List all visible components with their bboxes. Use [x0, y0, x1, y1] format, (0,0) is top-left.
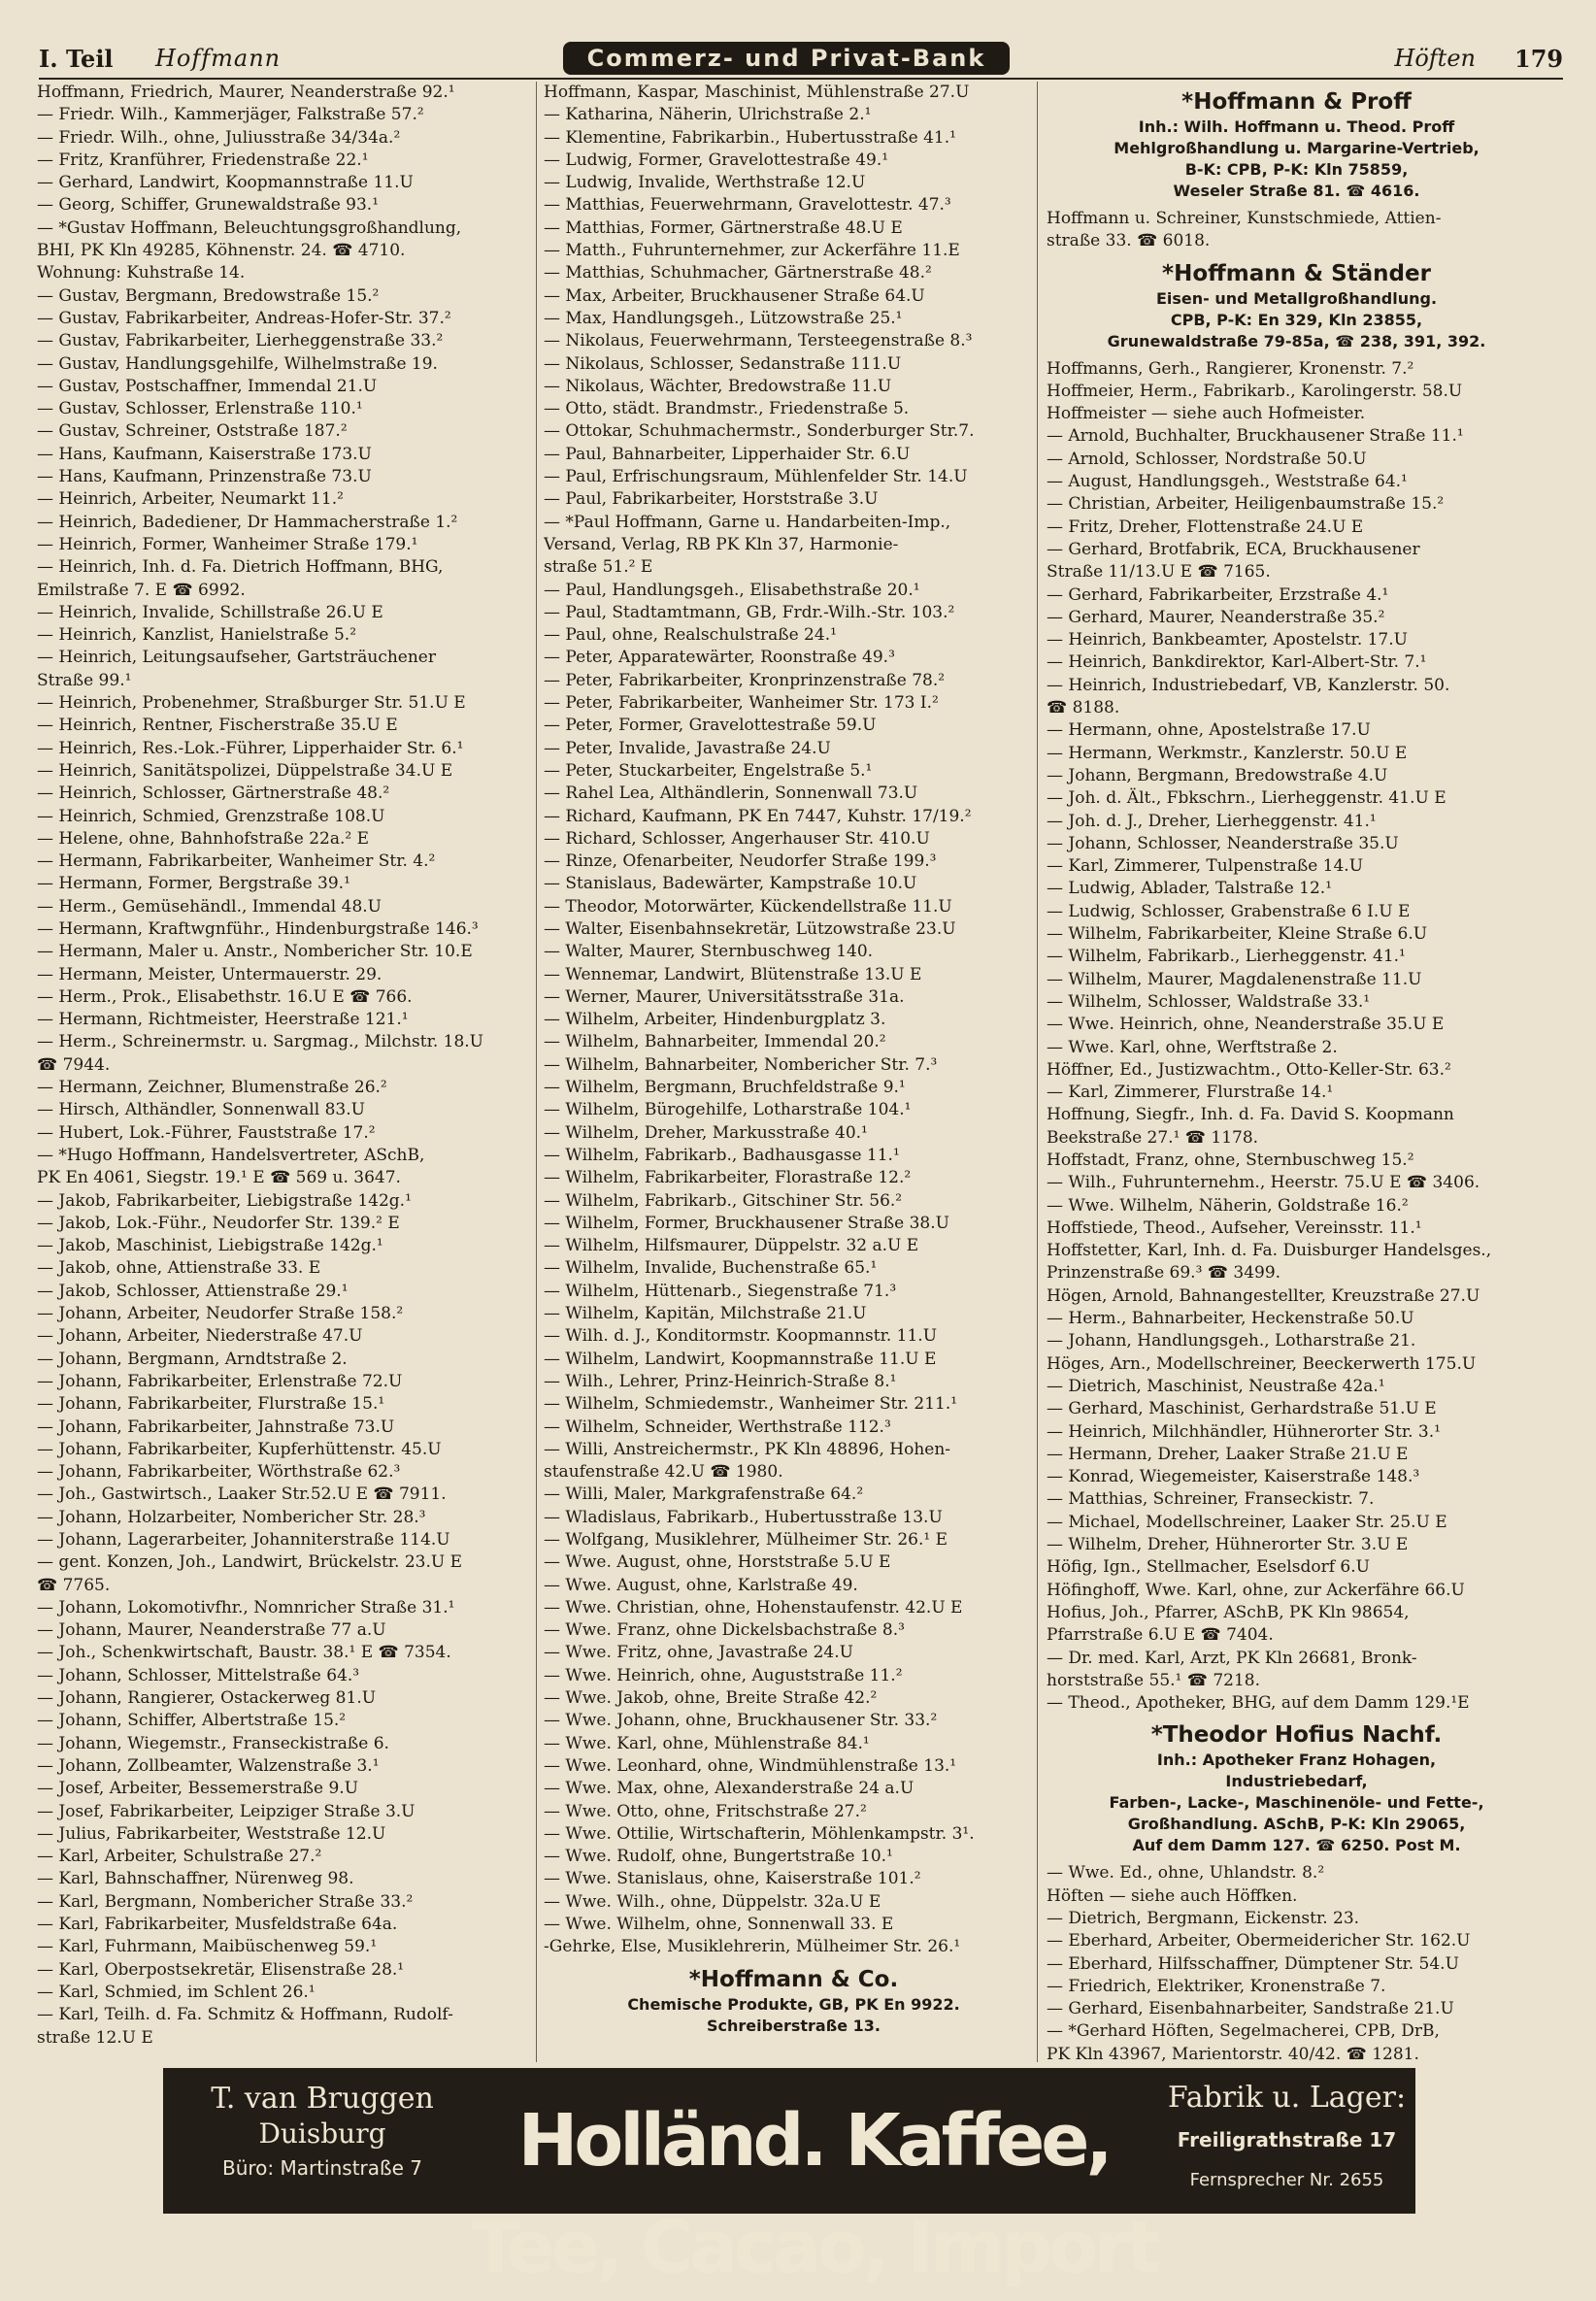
directory-entry: staufenstraße 42.U ☎ 1980.	[544, 1462, 783, 1483]
firm-title: *Theodor Hofius Nachf.	[1150, 1722, 1443, 1749]
directory-entry: — Gerhard, Maurer, Neanderstraße 35.²	[1047, 607, 1385, 627]
entry-list	[1047, 1862, 1546, 2062]
directory-entry: — Julius, Fabrikarbeiter, Weststraße 12.U	[37, 1823, 386, 1844]
firm-line: Inh.: Wilh. Hoffmann u. Theod. Proff	[1138, 117, 1455, 136]
directory-entry: Hoffmann u. Schreiner, Kunstschmiede, Attien-	[1047, 209, 1442, 228]
directory-entry: — Jakob, ohne, Attienstraße 33. E	[37, 1258, 321, 1279]
ad-slogan: Holländ. Kaffee, Tee, Cacao, Import	[471, 2099, 1156, 2289]
directory-entry: — Johann, Holzarbeiter, Nombericher Str. 28.³	[37, 1507, 426, 1527]
directory-entry: — August, Handlungsgeh., Weststraße 64.¹	[1047, 472, 1408, 492]
directory-entry: — Johann, Lagerarbeiter, Johanniterstraße 114.U	[37, 1530, 450, 1550]
directory-entry: — Max, Arbeiter, Bruckhausener Straße 64.U	[544, 285, 925, 306]
directory-entry: — Karl, Schmied, im Schlent 26.¹	[37, 1982, 316, 2002]
directory-entry: — Hermann, Richtmeister, Heerstraße 121.¹	[37, 1010, 409, 1030]
directory-entry: Wohnung: Kuhstraße 14.	[37, 263, 246, 283]
directory-entry: — Wilhelm, Bahnarbeiter, Immendal 20.²	[544, 1032, 886, 1052]
directory-entry: — Ludwig, Schlosser, Grabenstraße 6 I.U E	[1047, 901, 1411, 921]
directory-entry: — Karl, Bergmann, Nombericher Straße 33.²	[37, 1891, 414, 1912]
firm-title: *Hoffmann & Co.	[688, 1966, 899, 1992]
firm-line: Mehlgroßhandlung u. Margarine-Vertrieb,	[1114, 139, 1480, 157]
directory-entry: ☎ 7765.	[37, 1575, 111, 1595]
directory-entry: — Herm., Prok., Elisabethstr. 16.U E ☎ 766.	[37, 986, 413, 1007]
directory-entry: — Wwe. Christian, ohne, Hohenstaufenstr. 42.U E	[544, 1597, 963, 1617]
directory-entry: — Wilhelm, Hilfsmaurer, Düppelstr. 32 a.U E	[544, 1236, 919, 1256]
directory-entry: Hoffmann, Kaspar, Maschinist, Mühlenstraße 27.U	[544, 83, 970, 102]
firm-line: B-K: CPB, P-K: Kln 75859,	[1184, 160, 1409, 179]
directory-entry: — Karl, Teilh. d. Fa. Schmitz & Hoffmann, Rudolf-	[37, 2005, 453, 2025]
entry-list	[544, 82, 1044, 1959]
directory-entry: — Wwe. Karl, ohne, Werftstraße 2.	[1047, 1037, 1338, 1057]
directory-entry: — *Hugo Hoffmann, Handelsvertreter, ASchB,	[37, 1145, 425, 1165]
header-range: Höften	[1394, 45, 1476, 72]
directory-entry: — Wilh., Lehrer, Prinz-Heinrich-Straße 8.¹	[544, 1371, 897, 1391]
directory-entry: — Heinrich, Invalide, Schillstraße 26.U E	[37, 602, 383, 622]
directory-entry: — Wilhelm, Schlosser, Waldstraße 33.¹	[1047, 991, 1371, 1012]
directory-entry: — Arnold, Schlosser, Nordstraße 50.U	[1047, 449, 1367, 469]
directory-entry: — Johann, Arbeiter, Niederstraße 47.U	[37, 1326, 363, 1347]
directory-entry: — Wwe. August, ohne, Horststraße 5.U E	[544, 1552, 891, 1573]
directory-entry: — Johann, Fabrikarbeiter, Wörthstraße 62.³	[37, 1462, 401, 1483]
directory-entry: — Karl, Arbeiter, Schulstraße 27.²	[37, 1847, 322, 1867]
directory-entry: — Johann, Fabrikarbeiter, Erlenstraße 72.U	[37, 1371, 403, 1391]
advertisement-banner	[163, 2068, 1415, 2289]
directory-entry: — Gustav, Bergmann, Bredowstraße 15.²	[37, 285, 380, 306]
directory-entry: — Paul, Bahnarbeiter, Lipperhaider Str. 6.U	[544, 444, 911, 464]
directory-entry: PK Kln 43967, Marientorstr. 40/42. ☎ 1281.	[1047, 2044, 1419, 2062]
directory-entry: — Gerhard, Brotfabrik, ECA, Bruckhausener	[1047, 539, 1420, 559]
directory-entry: — Matthias, Schuhmacher, Gärtnerstraße 48.²	[544, 263, 932, 283]
directory-entry: — Karl, Zimmerer, Flurstraße 14.¹	[1047, 1083, 1334, 1103]
directory-entry: — Johann, Maurer, Neanderstraße 77 a.U	[37, 1620, 386, 1641]
directory-entry: — Joh. d. J., Dreher, Lierheggenstr. 41.¹	[1047, 811, 1377, 831]
firm-line: Grunewaldstraße 79-85a, ☎ 238, 391, 392.	[1107, 331, 1486, 350]
directory-entry: — Matthias, Feuerwehrmann, Gravelottestr. 47.³	[544, 195, 951, 216]
directory-entry: — Peter, Fabrikarbeiter, Kronprinzenstraße 78.²	[544, 670, 946, 690]
directory-entry: — Heinrich, Probenehmer, Straßburger Str. 51.U E	[37, 693, 466, 714]
directory-entry: — Wilhelm, Fabrikarbeiter, Kleine Straße 6.U	[1047, 924, 1428, 945]
directory-entry: — Heinrich, Inh. d. Fa. Dietrich Hoffmann, BHG,	[37, 557, 444, 578]
directory-entry: Hoffstetter, Karl, Inh. d. Fa. Duisburger Handelsges.,	[1047, 1241, 1492, 1261]
firm-title: *Hoffmann & Ständer	[1162, 260, 1431, 286]
directory-entry: — Otto, städt. Brandmstr., Friedenstraße 5.	[544, 399, 910, 419]
directory-entry: — Wwe. Franz, ohne Dickelsbachstraße 8.³	[544, 1620, 905, 1641]
directory-entry: — Wwe. Johann, ohne, Bruckhausener Str. 33.²	[544, 1711, 938, 1731]
directory-entry: — Gustav, Schreiner, Oststraße 187.²	[37, 421, 348, 442]
entry-list	[1047, 358, 1546, 1716]
firm-ad-theodor-hofius	[1047, 1720, 1546, 1856]
directory-entry: — Heinrich, Bankbeamter, Apostelstr. 17.U	[1047, 630, 1408, 650]
directory-entry: — Hermann, Kraftwgnführ., Hindenburgstraße 146.³	[37, 918, 479, 939]
directory-entry: — Jakob, Fabrikarbeiter, Liebigstraße 142g.¹	[37, 1190, 412, 1211]
firm-line: Weseler Straße 81. ☎ 4616.	[1173, 182, 1420, 200]
directory-entry: — Rinze, Ofenarbeiter, Neudorfer Straße 199.³	[544, 851, 937, 872]
ad-firm-block	[177, 2082, 468, 2184]
directory-entry: — Eberhard, Hilfsschaffner, Dümptener Str. 54.U	[1047, 1953, 1459, 1974]
directory-entry: — Karl, Fuhrmann, Maibüschenweg 59.¹	[37, 1937, 378, 1957]
directory-entry: — Georg, Schiffer, Grunewaldstraße 93.¹	[37, 195, 380, 216]
directory-entry: — Karl, Zimmerer, Tulpenstraße 14.U	[1047, 856, 1364, 877]
directory-entry: -Gehrke, Else, Musiklehrerin, Mülheimer Str. 26.¹	[544, 1937, 961, 1957]
directory-entry: — Wwe. Heinrich, ohne, Auguststraße 11.²	[544, 1665, 903, 1685]
directory-entry: — Wwe. Wilh., ohne, Düppelstr. 32a.U E	[544, 1891, 881, 1912]
directory-entry: Hoffmann, Friedrich, Maurer, Neanderstraße 92.¹	[37, 83, 455, 102]
directory-entry: — Wwe. Ed., ohne, Uhlandstr. 8.²	[1047, 1863, 1325, 1884]
directory-entry: — Peter, Former, Gravelottestraße 59.U	[544, 716, 877, 736]
directory-entry: Prinzenstraße 69.³ ☎ 3499.	[1047, 1263, 1281, 1284]
directory-entry: — Heinrich, Kanzlist, Hanielstraße 5.²	[37, 625, 357, 646]
directory-entry: ☎ 7944.	[37, 1054, 111, 1075]
directory-entry: straße 51.² E	[544, 557, 653, 578]
directory-entry: Straße 11/13.U E ☎ 7165.	[1047, 562, 1271, 583]
directory-entry: — Friedr. Wilh., Kammerjäger, Falkstraße 57.²	[37, 105, 424, 125]
directory-entry: — Walter, Maurer, Sternbuschweg 140.	[544, 942, 874, 962]
directory-entry: — Matthias, Former, Gärtnerstraße 48.U E	[544, 217, 903, 238]
directory-entry: Hoffmeister — siehe auch Hofmeister.	[1047, 404, 1366, 424]
directory-entry: — Wilhelm, Kapitän, Milchstraße 21.U	[544, 1304, 867, 1324]
directory-entry: Hoffstiede, Theod., Aufseher, Vereinsstr. 11.¹	[1047, 1217, 1422, 1238]
firm-ad-hoffmann-proff	[1047, 87, 1546, 202]
directory-entry: — Hermann, Maler u. Anstr., Nombericher Str. 10.E	[37, 942, 473, 962]
firm-line: Farben-, Lacke-, Maschinenöle- und Fette-,	[1109, 1793, 1484, 1813]
directory-entry: — Hirsch, Althändler, Sonnenwall 83.U	[37, 1100, 365, 1120]
directory-entry: — Wilhelm, Fabrikarb., Lierheggenstr. 41.¹	[1047, 947, 1406, 967]
directory-entry: Beekstraße 27.¹ ☎ 1178.	[1047, 1127, 1259, 1148]
directory-entry: — Matth., Fuhrunternehmer, zur Ackerfähre 11.E	[544, 241, 960, 261]
directory-entry: — Ludwig, Former, Gravelottestraße 49.¹	[544, 150, 889, 170]
directory-entry: — Wilh. d. J., Konditormstr. Koopmannstr. 11.U	[544, 1326, 938, 1347]
column-1	[37, 82, 537, 2062]
directory-entry: — Heinrich, Rentner, Fischerstraße 35.U E	[37, 716, 398, 736]
directory-entry: — Wilhelm, Schmiedemstr., Wanheimer Str. 211.¹	[544, 1394, 958, 1415]
directory-entry: — Johann, Schlosser, Neanderstraße 35.U	[1047, 833, 1399, 853]
directory-entry: — Wilhelm, Schneider, Werthstraße 112.³	[544, 1417, 891, 1437]
directory-entry: — Heinrich, Sanitätspolizei, Düppelstraße 34.U E	[37, 760, 453, 781]
directory-entry: — Jakob, Maschinist, Liebigstraße 142g.¹	[37, 1236, 383, 1256]
directory-entry: — Paul, Stadtamtmann, GB, Frdr.-Wilh.-Str. 103.²	[544, 602, 955, 622]
directory-entry: — Christian, Arbeiter, Heiligenbaumstraße 15.²	[1047, 494, 1445, 515]
directory-entry: — Wwe. Rudolf, ohne, Bungertstraße 10.¹	[544, 1847, 893, 1867]
directory-entry: — Heinrich, Leitungsaufseher, Gartsträuchener	[37, 648, 436, 668]
column-3	[1047, 82, 1546, 2062]
directory-entry: — Gerhard, Landwirt, Koopmannstraße 11.U	[37, 173, 414, 193]
directory-entry: — Johann, Bergmann, Arndtstraße 2.	[37, 1349, 348, 1369]
directory-entry: — *Gustav Hoffmann, Beleuchtungsgroßhandlung,	[37, 217, 462, 238]
directory-entry: — Ludwig, Ablader, Talstraße 12.¹	[1047, 879, 1333, 899]
directory-entry: — Max, Handlungsgeh., Lützowstraße 25.¹	[544, 308, 903, 328]
directory-entry: — Hermann, ohne, Apostelstraße 17.U	[1047, 720, 1371, 741]
firm-line: Großhandlung. ASchB, P-K: Kln 29065,	[1127, 1815, 1466, 1834]
directory-entry: Straße 99.¹	[37, 670, 132, 690]
directory-entry: — Willi, Maler, Markgrafenstraße 64.²	[544, 1484, 864, 1505]
directory-entry: — Richard, Schlosser, Angerhauser Str. 410.U	[544, 828, 930, 849]
directory-entry: — Wwe. Jakob, ohne, Breite Straße 42.²	[544, 1688, 878, 1709]
directory-entry: — Ludwig, Invalide, Werthstraße 12.U	[544, 173, 866, 193]
directory-entry: — Paul, Handlungsgeh., Elisabethstraße 20.¹	[544, 580, 920, 600]
directory-entry: — Wwe. Fritz, ohne, Javastraße 24.U	[544, 1643, 853, 1663]
directory-entry: Hoffnung, Siegfr., Inh. d. Fa. David S. Koopmann	[1047, 1105, 1454, 1125]
directory-entry: — Helene, ohne, Bahnhofstraße 22a.² E	[37, 828, 370, 849]
directory-entry: — Joh. d. Ält., Fbkschrn., Lierheggenstr. 41.U E	[1047, 788, 1446, 809]
directory-entry: — Wilhelm, Dreher, Markusstraße 40.¹	[544, 1122, 868, 1143]
directory-entry: Höften — siehe auch Höffken.	[1047, 1885, 1298, 1906]
directory-entry: — Wilhelm, Bergmann, Bruchfeldstraße 9.¹	[544, 1078, 906, 1098]
directory-entry: — Dietrich, Bergmann, Eickenstr. 23.	[1047, 1909, 1360, 1928]
directory-entry: horststraße 55.¹ ☎ 7218.	[1047, 1670, 1261, 1690]
directory-entry: — Wennemar, Landwirt, Blütenstraße 13.U E	[544, 964, 922, 984]
directory-entry: — Herm., Schreinermstr. u. Sargmag., Milchstr. 18.U	[37, 1032, 483, 1052]
directory-entry: — Johann, Bergmann, Bredowstraße 4.U	[1047, 765, 1388, 785]
directory-entry: — Wwe. Karl, ohne, Mühlenstraße 84.¹	[544, 1733, 870, 1753]
directory-entry: — Paul, Fabrikarbeiter, Horststraße 3.U	[544, 489, 879, 510]
header-rule	[39, 78, 1563, 80]
directory-entry: — *Paul Hoffmann, Garne u. Handarbeiten-Imp.,	[544, 512, 951, 532]
directory-entry: Pfarrstraße 6.U E ☎ 7404.	[1047, 1625, 1274, 1646]
directory-entry: — Wilhelm, Dreher, Hühnerorter Str. 3.U E	[1047, 1535, 1409, 1555]
directory-entry: — Wwe. Max, ohne, Alexanderstraße 24 a.U	[544, 1779, 914, 1799]
directory-entry: — Wilhelm, Fabrikarb., Gitschiner Str. 56.²	[544, 1190, 903, 1211]
directory-entry: — Theod., Apotheker, BHG, auf dem Damm 129.¹E	[1047, 1693, 1470, 1714]
directory-entry: — Richard, Kaufmann, PK En 7447, Kuhstr. 17/19.²	[544, 806, 972, 826]
directory-entry: — Klementine, Fabrikarbin., Hubertusstraße 41.¹	[544, 127, 956, 148]
directory-entry: — Gerhard, Maschinist, Gerhardstraße 51.U E	[1047, 1399, 1437, 1419]
directory-entry: — Hermann, Zeichner, Blumenstraße 26.²	[37, 1078, 387, 1098]
directory-entry: — Fritz, Dreher, Flottenstraße 24.U E	[1047, 517, 1364, 537]
directory-entry: Emilstraße 7. E ☎ 6992.	[37, 580, 246, 600]
directory-entry: Versand, Verlag, RB PK Kln 37, Harmonie-	[544, 534, 899, 554]
directory-entry: — Hermann, Werkmstr., Kanzlerstr. 50.U E	[1047, 743, 1408, 763]
directory-entry: — Johann, Zollbeamter, Walzenstraße 3.¹	[37, 1755, 380, 1776]
page-number: 179	[1514, 44, 1564, 73]
ad-office: Büro: Martinstraße 7	[221, 2156, 423, 2180]
directory-entry: — Heinrich, Badediener, Dr Hammacherstraße 1.²	[37, 512, 458, 532]
directory-entry: — Heinrich, Schlosser, Gärtnerstraße 48.²	[37, 784, 390, 804]
directory-entry: — Eberhard, Arbeiter, Obermeidericher Str. 162.U	[1047, 1931, 1471, 1951]
directory-entry: — Wolfgang, Musiklehrer, Mülheimer Str. 26.¹ E	[544, 1530, 948, 1550]
directory-entry: — Karl, Fabrikarbeiter, Musfeldstraße 64a.	[37, 1915, 398, 1935]
directory-entry: — Wwe. Otto, ohne, Fritschstraße 27.²	[544, 1801, 867, 1821]
directory-entry: — Konrad, Wiegemeister, Kaiserstraße 148.³	[1047, 1467, 1420, 1487]
directory-entry: — Wwe. Heinrich, ohne, Neanderstraße 35.U E	[1047, 1015, 1445, 1035]
directory-entry: — Wilh., Fuhrunternehm., Heerstr. 75.U E ☎ 3406.	[1047, 1173, 1480, 1193]
directory-entry: — Gerhard, Fabrikarbeiter, Erzstraße 4.¹	[1047, 584, 1389, 605]
firm-line: Schreiberstraße 13.	[707, 2016, 881, 2035]
directory-entry: — Wilhelm, Landwirt, Koopmannstraße 11.U E	[544, 1349, 937, 1369]
directory-entry: — Wwe. Ottilie, Wirtschafterin, Möhlenkampstr. 3¹.	[544, 1823, 975, 1844]
directory-entry: — Karl, Oberpostsekretär, Elisenstraße 28.¹	[37, 1959, 405, 1980]
directory-entry: — Jakob, Schlosser, Attienstraße 29.¹	[37, 1281, 349, 1301]
directory-entry: — Nikolaus, Feuerwehrmann, Tersteegenstraße 8.³	[544, 331, 973, 351]
directory-entry: — Johann, Fabrikarbeiter, Flurstraße 15.¹	[37, 1394, 385, 1415]
directory-entry: — Hermann, Former, Bergstraße 39.¹	[37, 874, 350, 894]
directory-entry: — Wilhelm, Fabrikarb., Badhausgasse 11.¹	[544, 1145, 900, 1165]
directory-entry: — Heinrich, Industriebedarf, VB, Kanzlerstr. 50.	[1047, 675, 1450, 695]
directory-entry: — Michael, Modellschreiner, Laaker Str. 25.U E	[1047, 1512, 1447, 1532]
volume-label: I. Teil	[39, 44, 114, 73]
directory-entry: — Gustav, Fabrikarbeiter, Andreas-Hofer-Str. 37.²	[37, 308, 451, 328]
directory-entry: — Johann, Wiegemstr., Franseckistraße 6.	[37, 1733, 389, 1753]
firm-line: CPB, P-K: En 329, Kln 23855,	[1170, 310, 1423, 329]
directory-entry: Höges, Arn., Modellschreiner, Beeckerwerth 175.U	[1047, 1353, 1477, 1374]
ad-phone: Fernsprecher Nr. 2655	[1189, 2170, 1384, 2190]
directory-entry: — Peter, Invalide, Javastraße 24.U	[544, 738, 831, 758]
directory-entry: straße 33. ☎ 6018.	[1047, 231, 1211, 251]
directory-entry: — Peter, Fabrikarbeiter, Wanheimer Str. 173 I.²	[544, 693, 939, 714]
directory-entry: — Heinrich, Schmied, Grenzstraße 108.U	[37, 806, 385, 826]
ad-street: Freiligrathstraße 17	[1177, 2128, 1397, 2151]
firm-title: *Hoffmann & Proff	[1181, 89, 1412, 115]
directory-entry: — Paul, ohne, Realschulstraße 24.¹	[544, 625, 837, 646]
directory-entry: Hoffmanns, Gerh., Rangierer, Kronenstr. 7.²	[1047, 358, 1414, 379]
directory-entry: Hofius, Joh., Pfarrer, ASchB, PK Kln 98654,	[1047, 1602, 1410, 1622]
directory-entry: — Wwe. Wilhelm, ohne, Sonnenwall 33. E	[544, 1915, 894, 1935]
directory-entry: — Heinrich, Res.-Lok.-Führer, Lipperhaider Str. 6.¹	[37, 738, 464, 758]
directory-entry: — Dietrich, Maschinist, Neustraße 42a.¹	[1047, 1376, 1385, 1396]
directory-entry: — Wwe. Stanislaus, ohne, Kaiserstraße 101.²	[544, 1869, 921, 1889]
directory-entry: — Heinrich, Former, Wanheimer Straße 179.¹	[37, 534, 418, 554]
firm-ad-hoffmann-co	[544, 1965, 1044, 2037]
directory-entry: Höfig, Ign., Stellmacher, Eselsdorf 6.U	[1047, 1557, 1370, 1578]
directory-entry: — Arnold, Buchhalter, Bruckhausener Straße 11.¹	[1047, 426, 1464, 447]
directory-entry: — Gerhard, Eisenbahnarbeiter, Sandstraße 21.U	[1047, 1999, 1454, 2019]
directory-entry: — Wilhelm, Invalide, Buchenstraße 65.¹	[544, 1258, 878, 1279]
directory-entry: straße 12.U E	[37, 2027, 153, 2048]
directory-entry: — Josef, Fabrikarbeiter, Leipziger Straße 3.U	[37, 1801, 416, 1821]
directory-entry: — Heinrich, Bankdirektor, Karl-Albert-Str. 7.¹	[1047, 652, 1427, 673]
directory-entry: — Heinrich, Milchhändler, Hühnerorter Str. 3.¹	[1047, 1421, 1441, 1442]
ad-factory-block	[1163, 2078, 1411, 2200]
column-2	[544, 82, 1044, 2062]
directory-entry: — Paul, Erfrischungsraum, Mühlenfelder Str. 14.U	[544, 467, 968, 487]
directory-entry: — Wilhelm, Bahnarbeiter, Nombericher Str. 7.³	[544, 1054, 938, 1075]
directory-entry: — Wwe. August, ohne, Karlstraße 49.	[544, 1575, 858, 1595]
directory-entry: — Hans, Kaufmann, Prinzenstraße 73.U	[37, 467, 372, 487]
directory-entry: — Hermann, Meister, Untermauerstr. 29.	[37, 964, 382, 984]
directory-entry: — Wilhelm, Fabrikarbeiter, Florastraße 12.²	[544, 1168, 912, 1188]
entry-list	[37, 82, 537, 2050]
directory-entry: — Ottokar, Schuhmachermstr., Sonderburger Str.7.	[544, 421, 975, 442]
directory-entry: — Johann, Handlungsgeh., Lotharstraße 21.	[1047, 1331, 1416, 1351]
ad-firm-name: T. van Bruggen	[211, 2082, 434, 2116]
directory-entry: — Wilhelm, Maurer, Magdalenenstraße 11.U	[1047, 969, 1422, 989]
directory-entry: PK En 4061, Siegstr. 19.¹ E ☎ 569 u. 3647.	[37, 1168, 401, 1188]
directory-entry: Högen, Arnold, Bahnangestellter, Kreuzstraße 27.U	[1047, 1285, 1480, 1306]
directory-entry: Höfinghoff, Wwe. Karl, ohne, zur Ackerfähre 66.U	[1047, 1580, 1465, 1600]
directory-entry: — Johann, Fabrikarbeiter, Kupferhüttenstr. 45.U	[37, 1439, 442, 1459]
firm-line: Inh.: Apotheker Franz Hohagen,	[1156, 1751, 1437, 1770]
directory-entry: — Wilhelm, Bürogehilfe, Lotharstraße 104.¹	[544, 1100, 912, 1120]
directory-entry: — Wilhelm, Former, Bruckhausener Straße 38.U	[544, 1213, 949, 1233]
directory-entry: — Jakob, Lok.-Führ., Neudorfer Str. 139.² E	[37, 1213, 400, 1233]
firm-line: Industriebedarf,	[1225, 1772, 1368, 1791]
directory-entry: — gent. Konzen, Joh., Landwirt, Brückelstr. 23.U E	[37, 1552, 463, 1573]
directory-entry: — Walter, Eisenbahnsekretär, Lützowstraße 23.U	[544, 918, 956, 939]
directory-entry: ☎ 8188.	[1047, 698, 1120, 718]
directory-entry: — Johann, Fabrikarbeiter, Jahnstraße 73.U	[37, 1417, 395, 1437]
directory-entry: — Wladislaus, Fabrikarb., Hubertusstraße 13.U	[544, 1507, 943, 1527]
directory-entry: — Johann, Lokomotivfhr., Nomnricher Straße 31.¹	[37, 1597, 455, 1617]
ad-city: Duisburg	[258, 2118, 386, 2150]
directory-entry: — Hermann, Dreher, Laaker Straße 21.U E	[1047, 1444, 1409, 1464]
directory-entry: — Peter, Apparatewärter, Roonstraße 49.³	[544, 648, 895, 668]
directory-entry: — Matthias, Schreiner, Franseckistr. 7.	[1047, 1489, 1375, 1510]
directory-entry: Höffner, Ed., Justizwachtm., Otto-Keller-Str. 63.²	[1047, 1059, 1451, 1080]
directory-entry: — Willi, Anstreichermstr., PK Kln 48896, Hohen-	[544, 1439, 951, 1459]
directory-entry: Hoffstadt, Franz, ohne, Sternbuschweg 15.²	[1047, 1150, 1414, 1170]
directory-entry: — Werner, Maurer, Universitätsstraße 31a.	[544, 986, 905, 1007]
directory-entry: Hoffmeier, Herm., Fabrikarb., Karolingerstr. 58.U	[1047, 381, 1463, 401]
directory-entry: — *Gerhard Höften, Segelmacherei, CPB, DrB,	[1047, 2021, 1440, 2042]
directory-entry: — Friedr. Wilh., ohne, Juliusstraße 34/34a.²	[37, 127, 401, 148]
directory-entry: — Gustav, Handlungsgehilfe, Wilhelmstraße 19.	[37, 353, 438, 374]
directory-entry: — Dr. med. Karl, Arzt, PK Kln 26681, Bronk-	[1047, 1648, 1417, 1668]
directory-entry: — Gustav, Postschaffner, Immendal 21.U	[37, 376, 378, 396]
directory-entry: — Gustav, Fabrikarbeiter, Lierheggenstraße 33.²	[37, 331, 444, 351]
directory-entry: — Heinrich, Arbeiter, Neumarkt 11.²	[37, 489, 344, 510]
directory-entry: — Johann, Schlosser, Mittelstraße 64.³	[37, 1665, 360, 1685]
directory-entry: — Hermann, Fabrikarbeiter, Wanheimer Str. 4.²	[37, 851, 436, 872]
directory-entry: BHI, PK Kln 49285, Köhnenstr. 24. ☎ 4710.	[37, 241, 406, 261]
directory-entry: — Gustav, Schlosser, Erlenstraße 110.¹	[37, 399, 363, 419]
header-surname: Hoffmann	[155, 45, 282, 72]
directory-entry: — Stanislaus, Badewärter, Kampstraße 10.U	[544, 874, 917, 894]
directory-entry: — Katharina, Näherin, Ulrichstraße 2.¹	[544, 105, 872, 125]
directory-entry: — Karl, Bahnschaffner, Nürenweg 98.	[37, 1869, 354, 1889]
firm-line: Chemische Produkte, GB, PK En 9922.	[627, 1994, 960, 2014]
directory-entry: — Johann, Schiffer, Albertstraße 15.²	[37, 1711, 347, 1731]
directory-entry: — Wwe. Leonhard, ohne, Windmühlenstraße 13.¹	[544, 1755, 957, 1776]
directory-entry: — Hans, Kaufmann, Kaiserstraße 173.U	[37, 444, 372, 464]
firm-line: Auf dem Damm 127. ☎ 6250. Post M.	[1132, 1836, 1461, 1855]
directory-entry: — Wilhelm, Arbeiter, Hindenburgplatz 3.	[544, 1010, 886, 1030]
entry-list	[1047, 208, 1546, 253]
firm-line: Eisen- und Metallgroßhandlung.	[1155, 288, 1438, 308]
directory-entry: — Nikolaus, Wächter, Bredowstraße 11.U	[544, 376, 892, 396]
directory-entry: — Wilhelm, Hüttenarb., Siegenstraße 71.³	[544, 1281, 897, 1301]
directory-entry: — Herm., Bahnarbeiter, Heckenstraße 50.U	[1047, 1309, 1414, 1329]
directory-entry: — Fritz, Kranführer, Friedenstraße 22.¹	[37, 150, 369, 170]
directory-entry: — Rahel Lea, Althändlerin, Sonnenwall 73.U	[544, 784, 918, 804]
page-header	[39, 39, 1563, 78]
directory-entry: — Herm., Gemüsehändl., Immendal 48.U	[37, 896, 382, 917]
directory-entry: — Theodor, Motorwärter, Kückendellstraße 11.U	[544, 896, 952, 917]
directory-entry: — Friedrich, Elektriker, Kronenstraße 7.	[1047, 1976, 1386, 1996]
directory-entry: — Johann, Arbeiter, Neudorfer Straße 158.²	[37, 1304, 404, 1324]
directory-entry: — Joh., Schenkwirtschaft, Baustr. 38.¹ E ☎ 7354.	[37, 1643, 451, 1663]
directory-entry: — Hubert, Lok.-Führer, Fauststraße 17.²	[37, 1122, 376, 1143]
bank-banner: Commerz- und Privat-Bank	[563, 42, 1010, 75]
directory-entry: — Johann, Rangierer, Ostackerweg 81.U	[37, 1688, 377, 1709]
directory-entry: — Joh., Gastwirtsch., Laaker Str.52.U E ☎ 7911.	[37, 1484, 447, 1505]
ad-factory-label: Fabrik u. Lager:	[1167, 2081, 1407, 2115]
directory-entry: — Peter, Stuckarbeiter, Engelstraße 5.¹	[544, 760, 873, 781]
firm-ad-hoffmann-staender	[1047, 259, 1546, 352]
directory-entry: — Josef, Arbeiter, Bessemerstraße 9.U	[37, 1779, 359, 1799]
directory-entry: — Nikolaus, Schlosser, Sedanstraße 111.U	[544, 353, 902, 374]
directory-entry: — Wwe. Wilhelm, Näherin, Goldstraße 16.²	[1047, 1195, 1409, 1216]
